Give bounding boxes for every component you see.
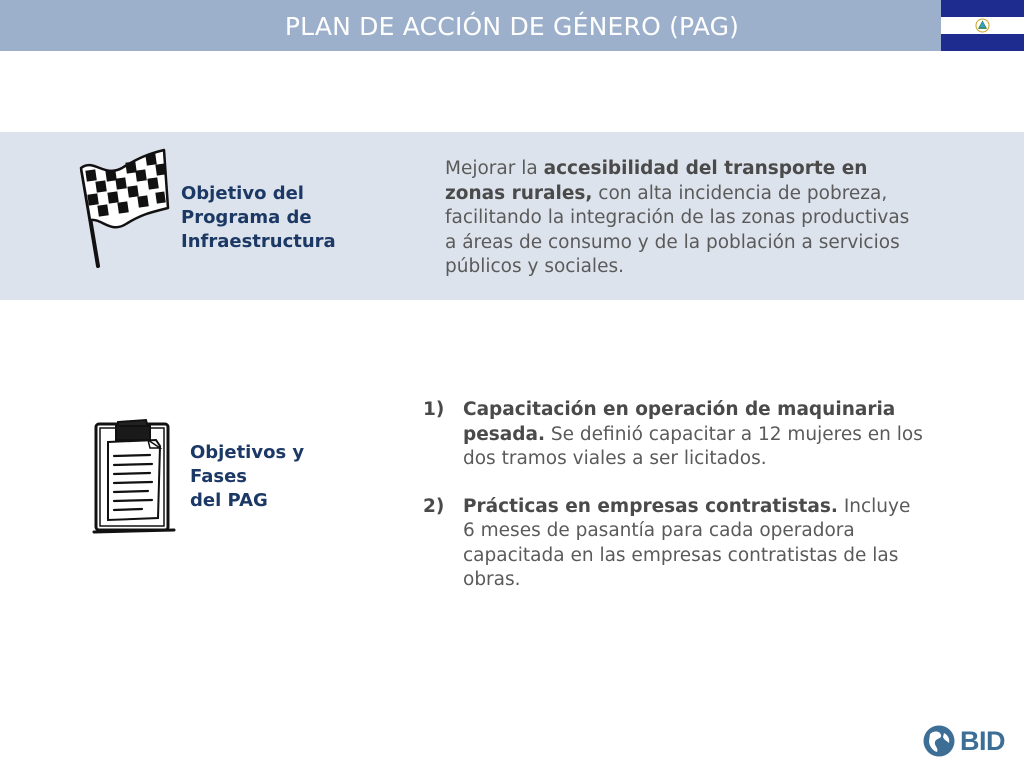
phases-list: [423, 398, 923, 593]
objective-label: Objetivo del Programa de Infraestructura: [181, 183, 336, 252]
bid-logo: [922, 722, 1016, 760]
bid-logo-text: BID: [960, 726, 1005, 756]
list-item: 2) Prácticas en empresas contratistas. Incluye 6 meses de pasantía para cada operadora capacitada en las empresas contratistas de las obras.: [423, 495, 911, 590]
list-item: 1) Capacitación en operación de maquinaria pesada. Se definió capacitar a 12 mujeres en los dos tramos viales a ser licitados.: [423, 399, 923, 469]
nicaragua-flag-icon: [941, 0, 1024, 51]
clipboard-icon: [92, 418, 178, 536]
phases-label: Objetivos y Fases del PAG: [190, 442, 305, 511]
checkered-flag-icon: [76, 148, 172, 272]
page-title: PLAN DE ACCIÓN DE GÉNERO (PAG): [284, 12, 740, 41]
objective-text: Mejorar la accesibilidad del transporte en zonas rurales, con alta incidencia de pobreza, facilitando la integración de las zonas productivas a áreas de consumo y de la población a servicios públicos y sociales.: [445, 158, 910, 277]
bid-globe-icon: [922, 724, 956, 758]
